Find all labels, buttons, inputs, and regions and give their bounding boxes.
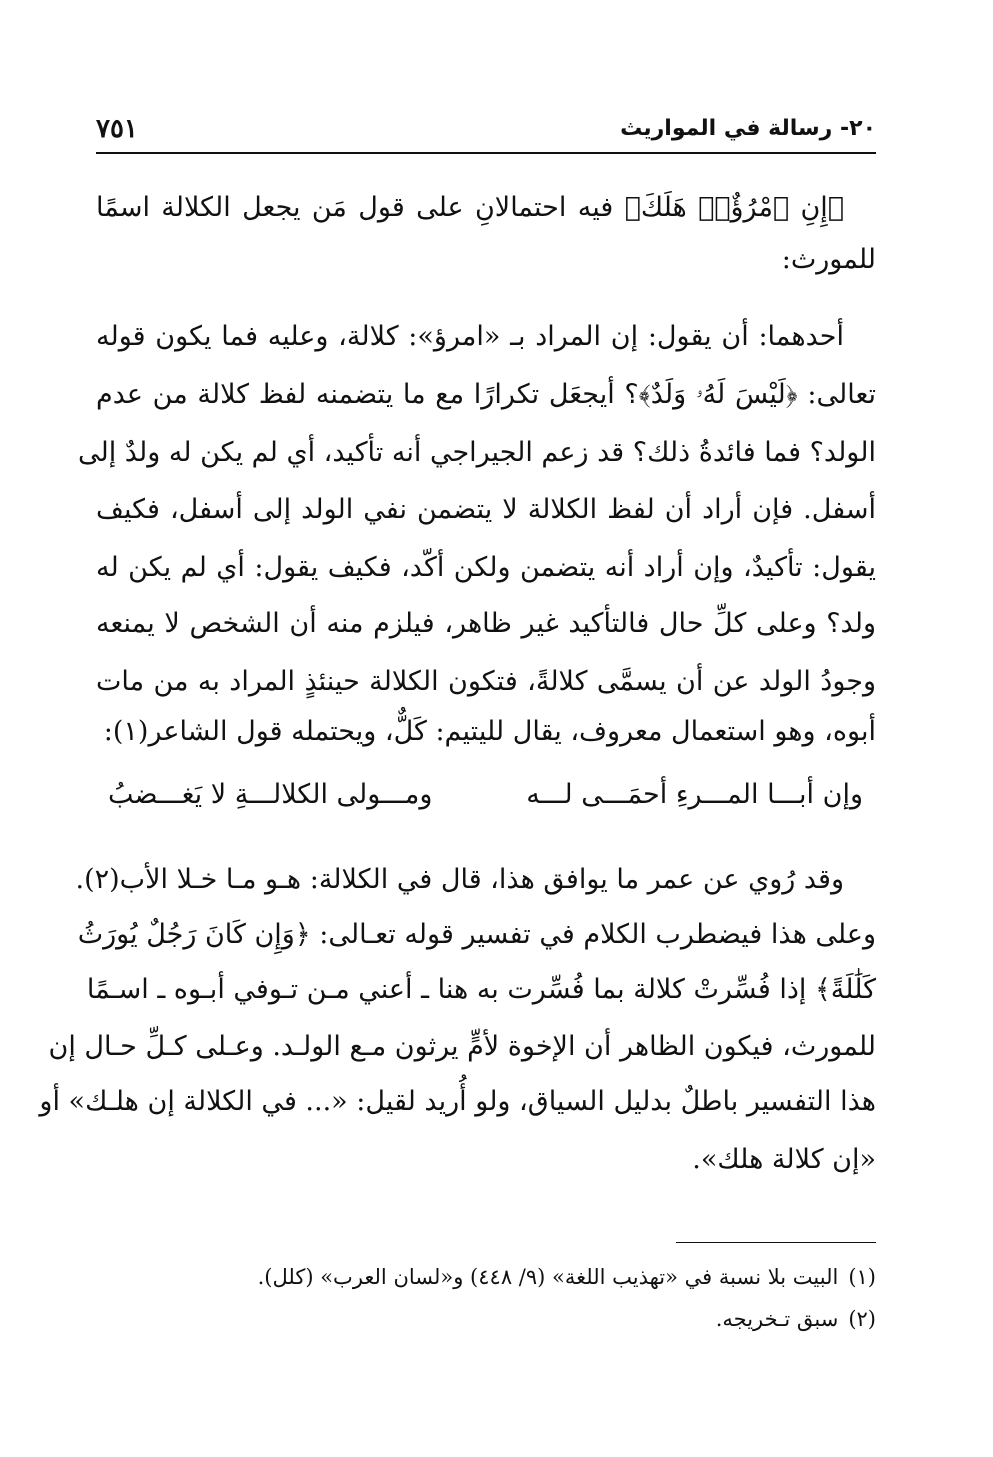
- text-line: «إن كلالة هلك».: [692, 1144, 876, 1175]
- text-line: وقد رُوي عن عمر ما يوافق هذا، قال في الكلالة: هـو مـا خـلا الأب(٢).: [75, 864, 844, 895]
- footnote-number: (٢): [848, 1307, 876, 1331]
- footnote-separator: [676, 1242, 876, 1243]
- footnote-text: البيت بلا نسبة في «تهذيب اللغة» (٩/ ٤٤٨) و«لسان العرب» (كلل).: [257, 1265, 839, 1289]
- text-line: ولد؟ وعلى كلِّ حال فالتأكيد غير ظاهر، فيلزم منه أن الشخص لا يمنعه: [96, 608, 876, 639]
- text-line: أبوه، وهو استعمال معروف، يقال لليتيم: كَلٌّ، ويحتمله قول الشاعر(١):: [103, 716, 876, 747]
- text-line: هذا التفسير باطلٌ بدليل السياق، ولو أُريد لقيل: «... في الكلالة إن هلـك» أو: [39, 1086, 876, 1117]
- footnote-2: [716, 1304, 876, 1334]
- text-line: أحدهما: أن يقول: إن المراد بـ «امرؤ»: كلالة، وعليه فما يكون قوله: [96, 321, 844, 352]
- text-line: للمورث:: [781, 244, 876, 275]
- poetry-verse: [108, 775, 863, 815]
- text-line: ﴿إِنِ ٱمْرُؤٌا۟ هَلَكَ﴾ فيه احتمالانِ على قول مَن يجعل الكلالة اسمًا: [96, 192, 844, 223]
- page-number: ٧٥١: [96, 114, 138, 144]
- text-line: يقول: تأكيدٌ، وإن أراد أنه يتضمن ولكن أكّد، فكيف يقول: أي لم يكن له: [96, 552, 876, 583]
- text-line: كَلَٰلَةً﴾ إذا فُسِّرتْ كلالة بما فُسِّرت به هنا ـ أعني مـن تـوفي أبـوه ـ اسـمًا: [86, 974, 876, 1005]
- footnote-text: سبق تـخريجه.: [715, 1307, 839, 1331]
- text-line: تعالى: ﴿لَيْسَ لَهُۥ وَلَدٌ﴾؟ أيجعَل تكرارًا مع ما يتضمنه لفظ كلالة من عدم: [96, 379, 876, 410]
- text-line: الولد؟ فما فائدةُ ذلك؟ قد زعم الجيراجي أنه تأكيد، أي لم يكن له ولدٌ إلى: [77, 437, 876, 468]
- text-line: وعلى هذا فيضطرب الكلام في تفسير قوله تعـالى: ﴿وَإِن كَانَ رَجُلٌ يُورَثُ: [77, 919, 876, 950]
- page-header: [96, 112, 876, 154]
- verse-hemistich-2: ومـــولى الكلالـــةِ لا يَغـــضبُ: [108, 779, 433, 810]
- chapter-title: ٢٠- رسالة في المواريث: [620, 116, 876, 141]
- text-line: أسفل. فإن أراد أن لفظ الكلالة لا يتضمن نفي الولد إلى أسفل، فكيف: [96, 494, 876, 525]
- verse-hemistich-1: وإن أبـــا المـــرءِ أحمَـــى لـــه: [526, 779, 863, 810]
- footnote-number: (١): [848, 1265, 876, 1289]
- footnote-1: [258, 1262, 876, 1292]
- text-line: للمورث، فيكون الظاهر أن الإخوة لأمٍّ يرثون مـع الولـد. وعـلى كـلِّ حـال إن: [48, 1031, 876, 1062]
- text-line: وجودُ الولد عن أن يسمَّى كلالةً، فتكون الكلالة حينئذٍ المراد به من مات: [96, 666, 876, 697]
